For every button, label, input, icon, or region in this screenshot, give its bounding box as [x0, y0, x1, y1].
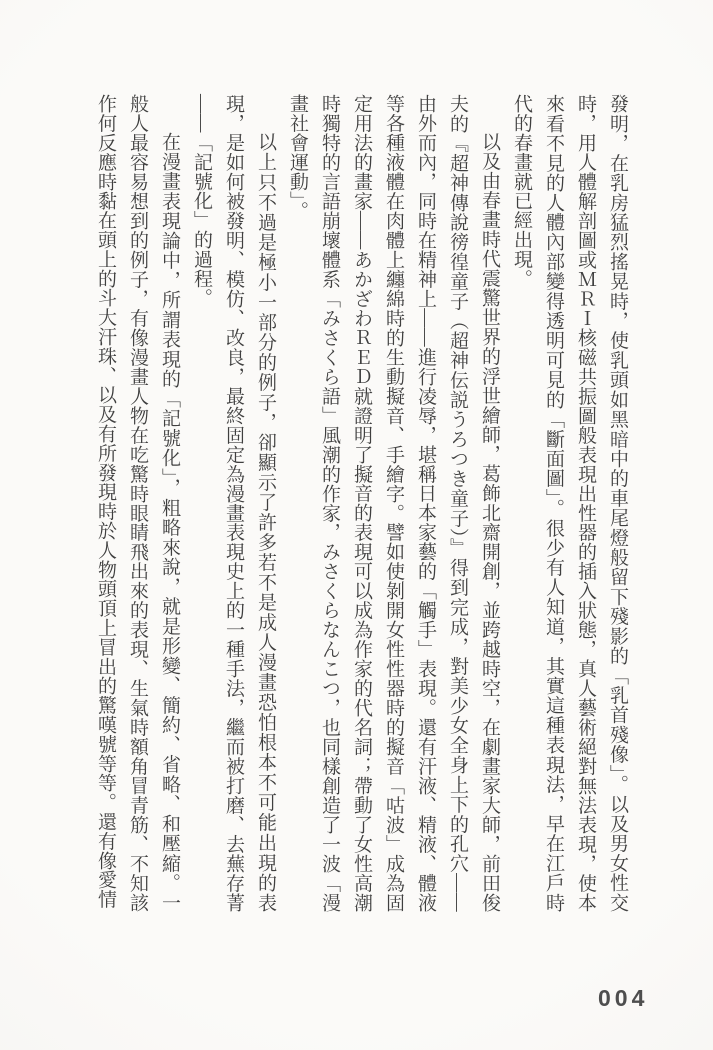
paragraph: 以上只不過是極小一部分的例子，卻顯示了許多若不是成人漫畫恐怕根本不可能出現的表現，是如何被發明、模仿、改良，最終固定為漫畫表現史上的一種手法，繼而被打磨、去蕪存菁——「記號化」的過程。: [191, 94, 276, 912]
paragraph: 發明，在乳房猛烈搖晃時，使乳頭如黑暗中的車尾燈般留下殘影的「乳首殘像」。以及男女性交時，用人體解剖圖或ＭＲＩ核磁共振圖般表現出性器的插入狀態，真人藝術絕對無法表現，使本來看不見的人體內部變得透明可見的「斷面圖」。很少有人知道，其實這種表現法，早在江戶時代的春畫就已經出現。: [511, 94, 628, 912]
vertical-text-block: [89, 94, 633, 912]
paragraph: 在漫畫表現論中，所謂表現的「記號化」，粗略來說，就是形變、簡約、省略、和壓縮。一般人最容易想到的例子，有像漫畫人物在吃驚時眼睛飛出來的表現、生氣時額角冒青筋、不知該作何反應時黏在頭上的斗大汗珠、以及有所發現時於人物頭頂上冒出的驚嘆號等等。還有像愛情: [95, 94, 180, 912]
page-number: 004: [598, 985, 649, 1011]
paragraph: 以及由春畫時代震驚世界的浮世繪師，葛飾北齋開創，並跨越時空，在劇畫家大師，前田俊夫的『超神傳說徬徨童子（超神伝説うろつき童子）』得到完成，對美少女全身上下的孔穴——由外而內，同時在精神上——進行凌辱，堪稱日本家藝的「觸手」表現。還有汗液、精液、體液等各種液體在肉體上纏綿時的生動擬音、手繪字。譬如使剝開女性性器時的擬音「咕波」成為固定用法的畫家——あかざわＲＥＤ就證明了擬音的表現可以成為作家的代名詞；帶動了女性高潮時獨特的言語崩壞體系「みさくら語」風潮的作家，みさくらなんこつ，也同樣創造了一波「漫畫社會運動」。: [287, 94, 500, 912]
